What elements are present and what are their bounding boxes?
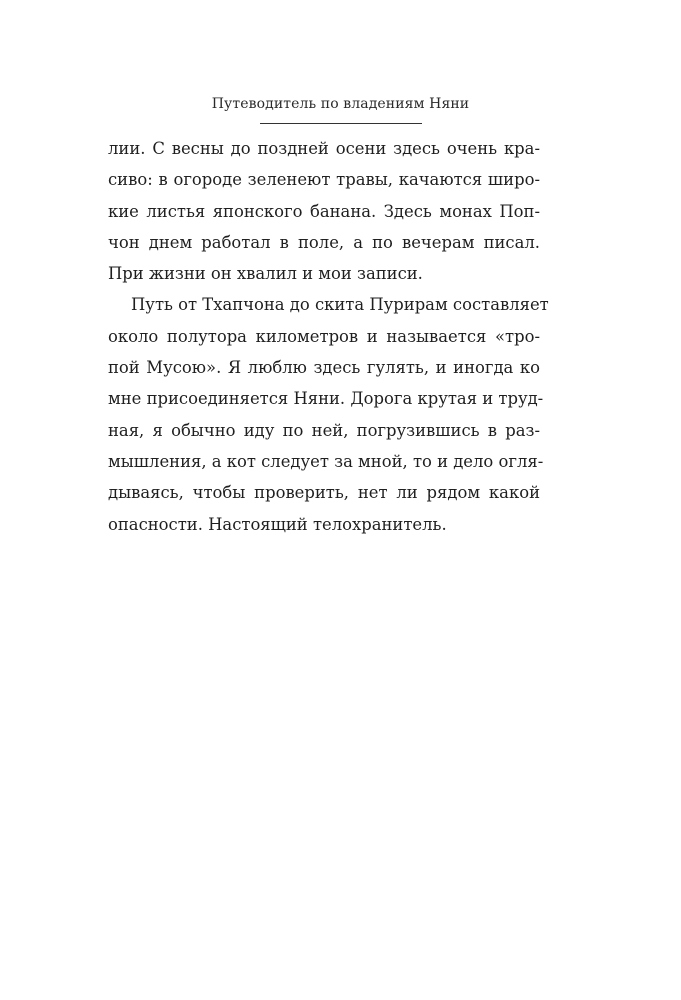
text-line: При жизни он хвалил и мои записи. [108,264,423,284]
header-divider [260,123,422,124]
text-line: лии. С весны до поздней осени здесь очень кра- [108,139,540,158]
text-line: дываясь, чтобы проверить, нет ли рядом какой [108,483,540,503]
text-line: кие листья японского банана. Здесь монах Поп- [108,201,540,221]
text-line: сиво: в огороде зеленеют травы, качаются широ- [108,170,540,190]
paragraph-2 [108,289,549,539]
body-text [108,133,549,540]
text-line: около полутора километров и называется «тро- [108,326,540,346]
paragraph-1 [108,133,540,289]
text-line: пой Мусою». Я люблю здесь гулять, и иногда ко [108,358,540,378]
text-line: опасности. Настоящий телохранитель. [108,514,447,534]
text-line: мышления, а кот следует за мной, то и дело огля- [108,451,544,471]
text-line: чон днем работал в поле, а по вечерам писал. [108,232,540,252]
text-line: ная, я обычно иду по ней, погрузившись в раз- [108,420,540,440]
text-line: Путь от Тхапчона до скита Пурирам составляет [131,295,549,315]
running-header: Путеводитель по владениям Няни [211,96,470,112]
text-line: мне присоединяется Няни. Дорога крутая и труд- [108,389,544,409]
